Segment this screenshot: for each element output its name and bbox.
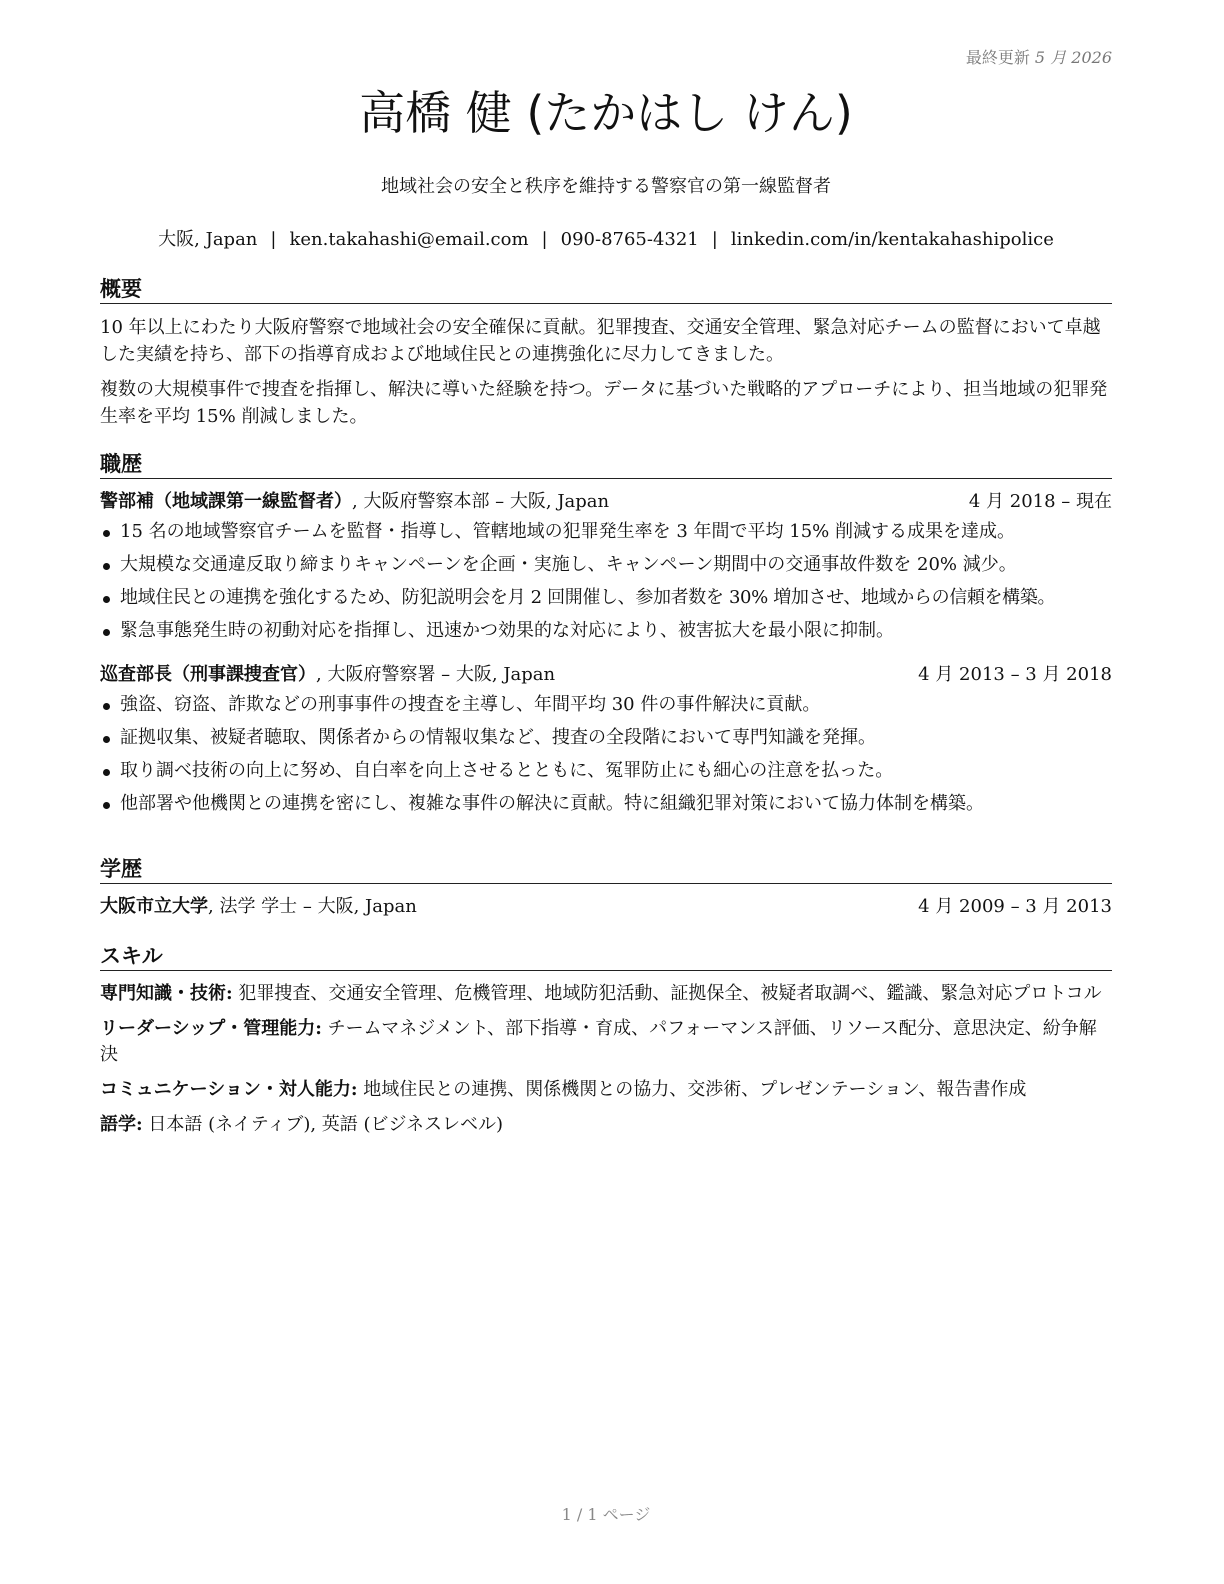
education-section	[100, 856, 1112, 920]
education-entry	[100, 894, 1112, 920]
section-title-experience: 職歴	[100, 451, 1112, 479]
skill-label: リーダーシップ・管理能力:	[100, 1018, 322, 1039]
job-entry	[100, 662, 1112, 817]
job-title-org	[100, 489, 609, 515]
contact-line	[100, 225, 1112, 251]
summary-section	[100, 276, 1112, 438]
job-bullets	[100, 519, 1112, 644]
job-org: , 大阪府警察本部 – 大阪, Japan	[352, 491, 610, 512]
section-title-summary: 概要	[100, 276, 1112, 304]
skill-label: 専門知識・技術:	[100, 983, 233, 1004]
list-item: 地域住民との連携を強化するため、防犯説明会を月 2 回開催し、参加者数を 30% 増加させ、地域からの信頼を構築。	[100, 585, 1112, 611]
list-item: 大規模な交通違反取り締まりキャンペーンを企画・実施し、キャンペーン期間中の交通事故件数を 20% 減少。	[100, 552, 1112, 578]
skill-row	[100, 981, 1112, 1007]
summary-paragraph: 複数の大規模事件で捜査を指揮し、解決に導いた経験を持つ。データに基づいた戦略的アプローチにより、担当地域の犯罪発生率を平均 15% 削減しました。	[100, 379, 1108, 427]
list-item: 強盗、窃盗、詐欺などの刑事事件の捜査を主導し、年間平均 30 件の事件解決に貢献。	[100, 692, 1112, 718]
contact-phone[interactable]: 090-8765-4321	[560, 229, 699, 250]
section-title-skills: スキル	[100, 943, 1112, 971]
skill-value: 日本語 (ネイティブ), 英語 (ビジネスレベル)	[142, 1114, 504, 1135]
skill-value: 犯罪捜査、交通安全管理、危機管理、地域防犯活動、証拠保全、被疑者取調べ、鑑識、緊急対応プロトコル	[232, 983, 1102, 1004]
contact-email[interactable]: ken.takahashi@email.com	[289, 229, 529, 250]
contact-location: 大阪, Japan	[158, 229, 258, 250]
job-bullets	[100, 692, 1112, 817]
education-detail: , 法学 学士 – 大阪, Japan	[208, 896, 417, 917]
list-item: 緊急事態発生時の初動対応を指揮し、迅速かつ効果的な対応により、被害拡大を最小限に抑制。	[100, 618, 1112, 644]
job-title-org	[100, 662, 555, 688]
experience-section	[100, 451, 1112, 824]
candidate-name: 高橋 健 (たかはし けん)	[359, 86, 853, 140]
skills-section	[100, 943, 1112, 1147]
page-number: 1 / 1 ページ	[561, 1505, 651, 1524]
skill-label: 語学:	[100, 1114, 143, 1135]
job-org: , 大阪府警察署 – 大阪, Japan	[316, 664, 556, 685]
last-updated-date: 5 月 2026	[1034, 48, 1112, 67]
skill-row	[100, 1112, 1112, 1138]
education-school-detail	[100, 894, 417, 920]
skill-row	[100, 1016, 1112, 1068]
tagline: 地域社会の安全と秩序を維持する警察官の第一線監督者	[381, 176, 831, 197]
job-entry	[100, 489, 1112, 644]
skill-label: コミュニケーション・対人能力:	[100, 1079, 358, 1100]
summary-paragraph: 10 年以上にわたり大阪府警察で地域社会の安全確保に貢献。犯罪捜査、交通安全管理、緊急対応チームの監督において卓越した実績を持ち、部下の指導育成および地域住民との連携強化に尽力してきました。	[100, 317, 1101, 365]
list-item: 証拠収集、被疑者聴取、関係者からの情報収集など、捜査の全段階において専門知識を発揮。	[100, 725, 1112, 751]
contact-separator: |	[270, 229, 277, 250]
list-item: 15 名の地域警察官チームを監督・指導し、管轄地域の犯罪発生率を 3 年間で平均 15% 削減する成果を達成。	[100, 519, 1112, 545]
skill-value: 地域住民との連携、関係機関との協力、交渉術、プレゼンテーション、報告書作成	[357, 1079, 1027, 1100]
education-dates: 4 月 2009 – 3 月 2013	[918, 896, 1112, 917]
job-header	[100, 662, 1112, 688]
list-item: 取り調べ技術の向上に努め、自白率を向上させるとともに、冤罪防止にも細心の注意を払った。	[100, 758, 1112, 784]
last-updated	[966, 45, 1112, 68]
resume-page	[100, 0, 1112, 1584]
contact-linkedin[interactable]: linkedin.com/in/kentakahashipolice	[730, 229, 1054, 250]
education-school: 大阪市立大学	[100, 896, 208, 917]
last-updated-label: 最終更新	[965, 48, 1030, 67]
job-dates: 4 月 2018 – 現在	[968, 491, 1112, 512]
job-dates: 4 月 2013 – 3 月 2018	[918, 664, 1112, 685]
job-role: 警部補（地域課第一線監督者）	[100, 491, 352, 512]
contact-separator: |	[711, 229, 718, 250]
job-header	[100, 489, 1112, 515]
contact-separator: |	[541, 229, 548, 250]
section-title-education: 学歴	[100, 856, 1112, 884]
skill-row	[100, 1077, 1112, 1103]
job-role: 巡査部長（刑事課捜査官）	[100, 664, 316, 685]
list-item: 他部署や他機関との連携を密にし、複雑な事件の解決に貢献。特に組織犯罪対策において協力体制を構築。	[100, 791, 1112, 817]
skill-value: チームマネジメント、部下指導・育成、パフォーマンス評価、リソース配分、意思決定、紛争解決	[100, 1018, 1097, 1065]
